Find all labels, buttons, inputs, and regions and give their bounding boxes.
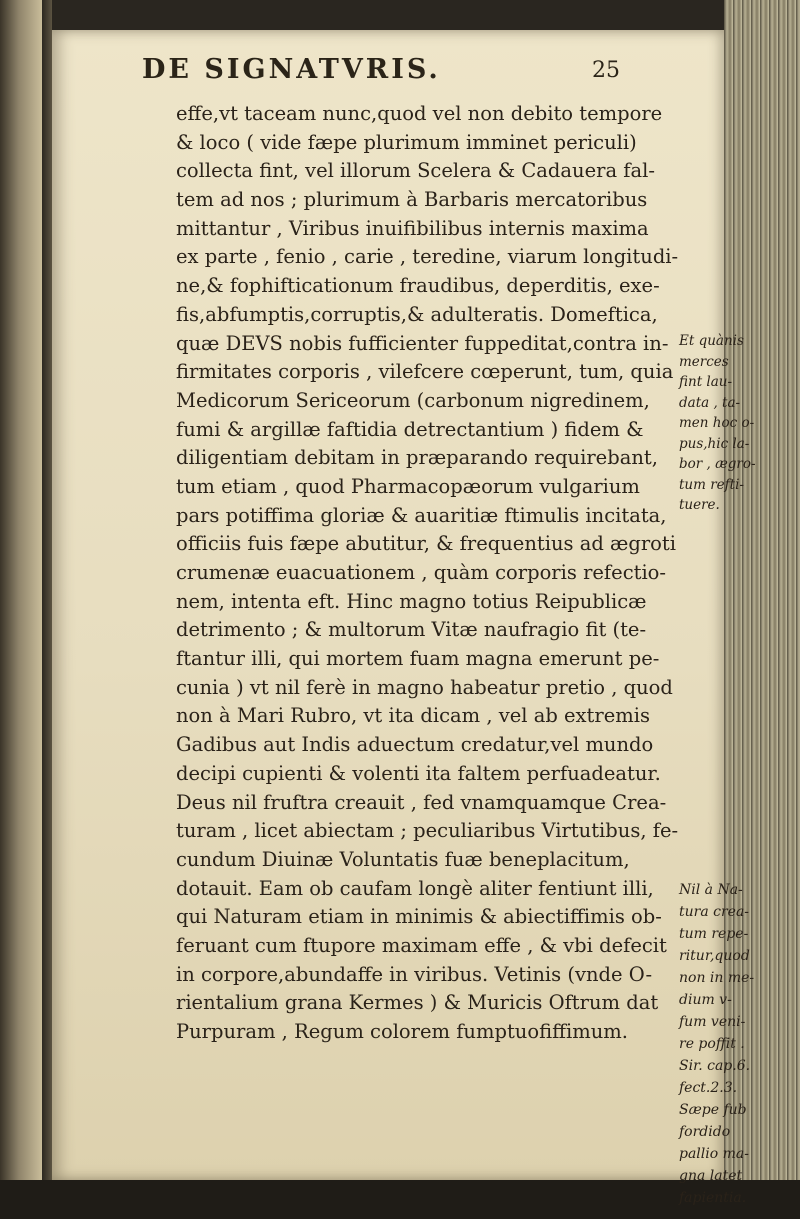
page-number: 25 [592, 58, 620, 83]
margin-note-line: fordido [679, 1124, 731, 1140]
text-line: Purpuram , Regum colorem fumptuofiffimum. [176, 1020, 628, 1043]
margin-note-line: merces [679, 353, 729, 370]
page-header [52, 48, 672, 94]
margin-note-line: bor , ægro- [679, 456, 756, 472]
text-line: crumenæ euacuationem , quàm corporis refectio- [176, 561, 667, 584]
text-line: tem ad nos ; plurimum à Barbaris mercatoribus [176, 188, 648, 212]
margin-note-line: Et quànis [679, 333, 744, 349]
margin-note-line: tuere. [679, 497, 720, 513]
text-line: ftantur illi, qui mortem fuam magna emerunt pe- [176, 647, 660, 671]
margin-note-line: fint lau- [679, 374, 733, 390]
text-line: ex parte , fenio , carie , teredine, viarum longitudi- [176, 245, 679, 269]
text-line: Deus nil fruftra creauit , fed vnamquamque Crea- [176, 790, 667, 814]
text-line: pars potiffima gloriæ & auaritiæ ftimulis incitata, [176, 503, 667, 527]
text-line: quæ DEVS nobis fufficienter fuppeditat,contra in- [176, 331, 669, 355]
text-line: diligentiam debitam in præparando requirebant, [176, 446, 658, 470]
margin-note-1 [679, 331, 769, 516]
margin-note-line: fapientia. [679, 1190, 747, 1206]
margin-note-line: pus,hic la- [679, 435, 750, 452]
text-line: ne,& fophifticationum fraudibus, deperditis, exe- [176, 274, 660, 298]
text-line: decipi cupienti & volenti ita faltem perfuadeatur. [176, 761, 661, 785]
margin-note-line: non in me- [679, 970, 755, 986]
text-line: officiis fuis fæpe abutitur, & frequentius ad ægroti [176, 532, 676, 556]
running-head: DE SIGNATVRIS. [142, 54, 441, 85]
margin-note-line: pallio ma- [679, 1146, 749, 1162]
text-line: feruant cum ftupore maximam effe , & vbi defecit [176, 933, 667, 957]
text-line: in corpore,abundaffe in viribus. Vetinis (vnde O- [176, 962, 653, 986]
book-page [52, 30, 756, 1206]
text-line: non à Mari Rubro, vt ita dicam , vel ab extremis [176, 704, 650, 728]
margin-note-line: tum repe- [679, 926, 749, 942]
margin-note-line: fum veni- [679, 1014, 746, 1030]
text-line: cunia ) vt nil ferè in magno habeatur pretio , quod [176, 675, 673, 699]
text-line: turam , licet abiectam ; peculiaribus Virtutibus, fe- [176, 819, 679, 843]
text-line: qui Naturam etiam in minimis & abiectiffimis ob- [176, 905, 662, 929]
margin-note-line: dium v- [679, 992, 732, 1008]
text-line: & loco ( vide fæpe plurimum imminet periculi) [176, 130, 637, 154]
text-line: rientalium grana Kermes ) & Muricis Oftrum dat [176, 991, 659, 1015]
book-left-edge [0, 0, 42, 1219]
margin-note-line: tum refti- [679, 476, 744, 493]
text-line: collecta fint, vel illorum Scelera & Cadauera fal- [176, 159, 655, 183]
text-line: fis,abfumptis,corruptis,& adulteratis. Domeftica, [176, 302, 658, 326]
main-text-block [176, 100, 679, 1047]
margin-note-line: Sir. cap.6. [679, 1058, 751, 1074]
text-line: cundum Diuinæ Voluntatis fuæ beneplacitum, [176, 847, 630, 871]
margin-note-line: re poffit . [679, 1036, 745, 1052]
margin-note-line: fect.2.3. [679, 1080, 738, 1096]
margin-note-line: gna latet [679, 1168, 743, 1184]
margin-note-line: Nil à Na- [679, 882, 743, 898]
text-line: dotauit. Eam ob caufam longè aliter fentiunt illi, [176, 876, 654, 900]
margin-note-line: ritur,quod [679, 948, 750, 964]
text-line: tum etiam , quod Pharmacopæorum vulgarium [176, 474, 640, 498]
text-line: firmitates corporis , vilefcere cœperunt, tum, quia [176, 360, 674, 384]
text-line: fumi & argillæ faftidia detrectantium ) fidem & [176, 417, 644, 441]
text-line: Gadibus aut Indis aduectum credatur,vel mundo [176, 733, 654, 757]
margin-note-2 [679, 879, 769, 1209]
text-line: Medicorum Sericeorum (carbonum nigredinem, [176, 388, 650, 412]
book-gutter [42, 0, 52, 1219]
margin-note-line: data , ta- [679, 394, 741, 411]
text-line: mittantur , Viribus inuifibilibus internis maxima [176, 216, 649, 240]
text-line: effe,vt taceam nunc,quod vel non debito tempore [176, 102, 663, 125]
margin-note-line: tura crea- [679, 904, 750, 920]
margin-note-line: Sæpe fub [679, 1102, 747, 1118]
text-line: detrimento ; & multorum Vitæ naufragio fit (te- [176, 618, 647, 642]
text-line: nem, intenta eft. Hinc magno totius Reipublicæ [176, 589, 647, 613]
margin-note-line: men hoc o- [679, 415, 755, 431]
